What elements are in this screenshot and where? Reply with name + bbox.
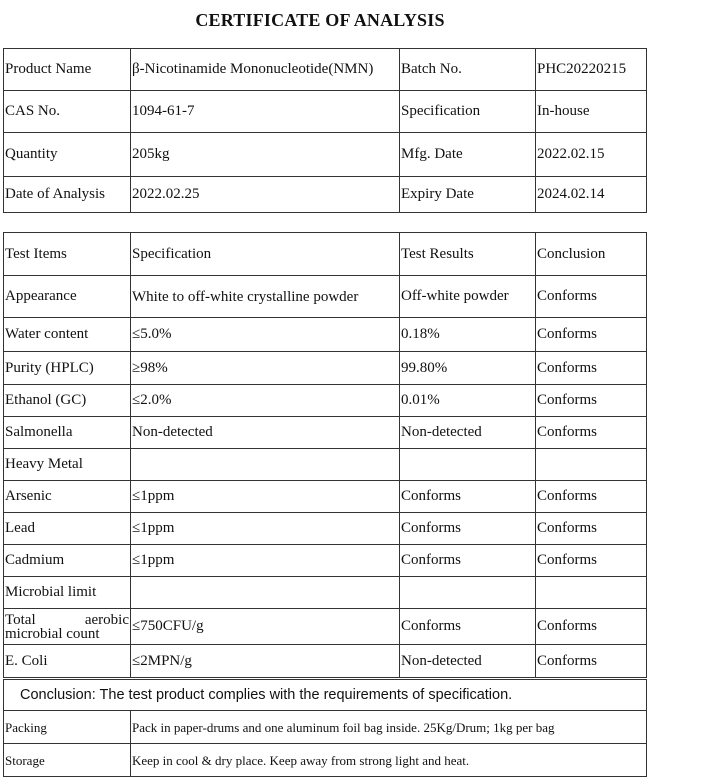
test-item: Appearance xyxy=(4,276,131,318)
test-result: Conforms xyxy=(400,513,536,545)
table-row xyxy=(4,513,647,545)
test-conclusion: Conforms xyxy=(536,385,647,417)
table-row xyxy=(4,417,647,449)
quantity-label: Quantity xyxy=(4,133,131,177)
test-spec: White to off-white crystalline powder xyxy=(131,276,400,318)
test-conclusion: Conforms xyxy=(536,318,647,352)
packing-value: Pack in paper-drums and one aluminum foil bag inside. 25Kg/Drum; 1kg per bag xyxy=(131,711,647,744)
test-results-table xyxy=(3,232,647,678)
test-result: Conforms xyxy=(400,609,536,645)
table-row xyxy=(4,645,647,678)
document-title: CERTIFICATE OF ANALYSIS xyxy=(195,10,445,30)
analysis-value: 2022.02.25 xyxy=(131,177,400,213)
table-row xyxy=(4,276,647,318)
table-row xyxy=(4,545,647,577)
quantity-value: 205kg xyxy=(131,133,400,177)
test-item: Water content xyxy=(4,318,131,352)
test-conclusion: Conforms xyxy=(536,417,647,449)
test-spec: ≤5.0% xyxy=(131,318,400,352)
batch-label: Batch No. xyxy=(400,49,536,91)
table-header-row xyxy=(4,233,647,276)
test-spec: ≤750CFU/g xyxy=(131,609,400,645)
product-info-table xyxy=(3,48,647,213)
test-result: Non-detected xyxy=(400,645,536,678)
packing-label: Packing xyxy=(4,711,131,744)
batch-value: PHC20220215 xyxy=(536,49,647,91)
test-result: Off-white powder xyxy=(400,276,536,318)
test-result: Conforms xyxy=(400,481,536,513)
test-item: Salmonella xyxy=(4,417,131,449)
spec-label: Specification xyxy=(400,91,536,133)
table-row xyxy=(4,449,647,481)
test-spec: Non-detected xyxy=(131,417,400,449)
storage-value: Keep in cool & dry place. Keep away from strong light and heat. xyxy=(131,744,647,777)
test-item: Arsenic xyxy=(4,481,131,513)
table-row xyxy=(4,177,647,213)
conclusion-text: Conclusion: The test product complies with the requirements of specification. xyxy=(4,680,647,711)
test-spec: ≤1ppm xyxy=(131,481,400,513)
table-row xyxy=(4,133,647,177)
conclusion-table xyxy=(3,679,647,777)
test-result: Conforms xyxy=(400,545,536,577)
section-microbial-limit: Microbial limit xyxy=(4,577,131,609)
test-result: 99.80% xyxy=(400,352,536,385)
section-heavy-metal: Heavy Metal xyxy=(4,449,131,481)
test-spec: ≤2.0% xyxy=(131,385,400,417)
test-spec: ≤1ppm xyxy=(131,545,400,577)
test-spec: ≤2MPN/g xyxy=(131,645,400,678)
table-row xyxy=(4,318,647,352)
mfg-label: Mfg. Date xyxy=(400,133,536,177)
test-conclusion: Conforms xyxy=(536,545,647,577)
table-row xyxy=(4,49,647,91)
test-result: Non-detected xyxy=(400,417,536,449)
header-test-items: Test Items xyxy=(4,233,131,276)
test-item: Purity (HPLC) xyxy=(4,352,131,385)
product-name-label: Product Name xyxy=(4,49,131,91)
test-conclusion: Conforms xyxy=(536,481,647,513)
test-spec: ≤1ppm xyxy=(131,513,400,545)
test-spec: ≥98% xyxy=(131,352,400,385)
table-row xyxy=(4,385,647,417)
spec-value: In-house xyxy=(536,91,647,133)
analysis-label: Date of Analysis xyxy=(4,177,131,213)
test-conclusion: Conforms xyxy=(536,645,647,678)
mfg-value: 2022.02.15 xyxy=(536,133,647,177)
test-item: Ethanol (GC) xyxy=(4,385,131,417)
table-row xyxy=(4,91,647,133)
header-conclusion: Conclusion xyxy=(536,233,647,276)
test-item: E. Coli xyxy=(4,645,131,678)
table-row xyxy=(4,352,647,385)
table-row xyxy=(4,577,647,609)
header-specification: Specification xyxy=(131,233,400,276)
cas-value: 1094-61-7 xyxy=(131,91,400,133)
test-item: Cadmium xyxy=(4,545,131,577)
header-test-results: Test Results xyxy=(400,233,536,276)
packing-row xyxy=(4,711,647,744)
test-conclusion: Conforms xyxy=(536,276,647,318)
test-conclusion: Conforms xyxy=(536,352,647,385)
test-conclusion: Conforms xyxy=(536,513,647,545)
test-result: 0.01% xyxy=(400,385,536,417)
storage-label: Storage xyxy=(4,744,131,777)
test-conclusion: Conforms xyxy=(536,609,647,645)
test-item-total-aerobic: Total aerobic microbial count xyxy=(4,609,131,645)
test-item: Lead xyxy=(4,513,131,545)
table-row xyxy=(4,481,647,513)
expiry-label: Expiry Date xyxy=(400,177,536,213)
table-row xyxy=(4,609,647,645)
storage-row xyxy=(4,744,647,777)
conclusion-row xyxy=(4,680,647,711)
expiry-value: 2024.02.14 xyxy=(536,177,647,213)
product-name-value: β-Nicotinamide Mononucleotide(NMN) xyxy=(131,49,400,91)
cas-label: CAS No. xyxy=(4,91,131,133)
test-result: 0.18% xyxy=(400,318,536,352)
